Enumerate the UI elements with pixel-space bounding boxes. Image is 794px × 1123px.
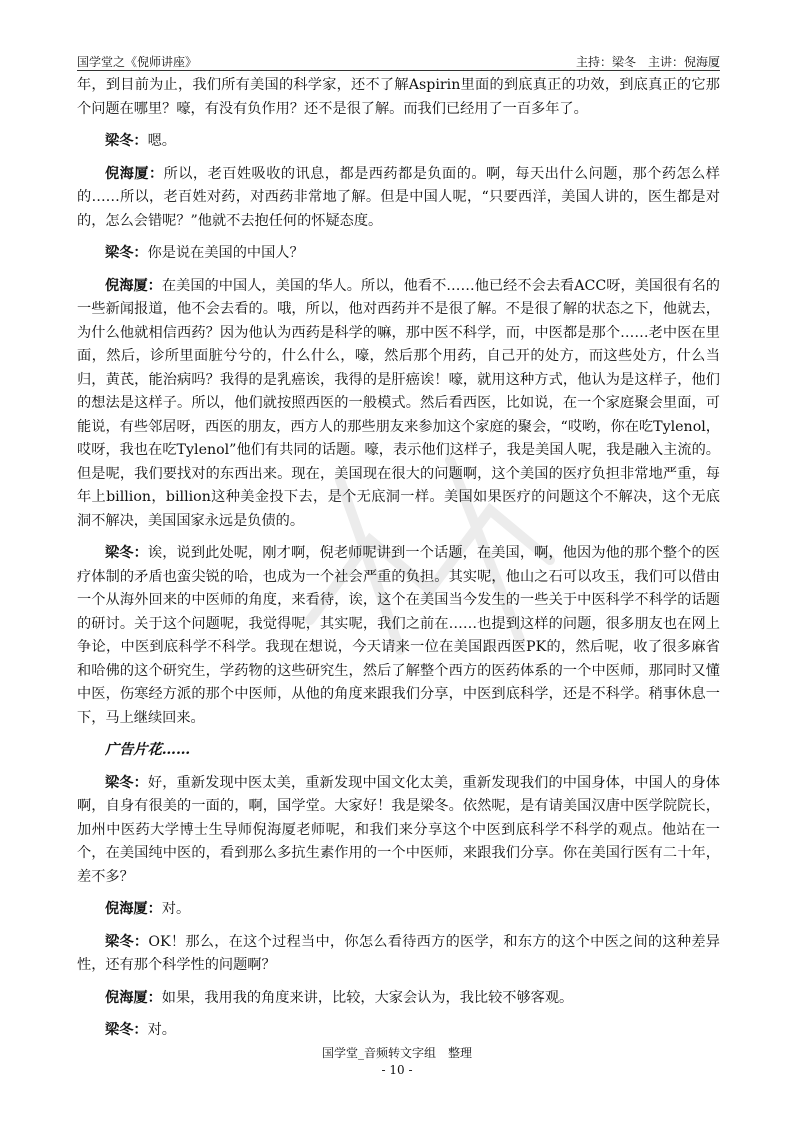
page-footer: [0, 1045, 794, 1079]
transcript-body: [77, 74, 720, 1052]
ad-break-text: 广告片花……: [105, 742, 191, 758]
transcript-paragraph: [77, 275, 720, 534]
paragraph-text: 在美国的中国人，美国的华人。所以，他看不……他已经不会去看ACC呀，美国很有名的一些新闻报道，他不会去看的。哦，所以，他对西药并不是很了解。不是很了解的状态之下，他就去，为什么他就相信西药？因为他认为西药是科学的嘛，那中医不科学，而，中医都是那个……老中医在里面，然后，诊所里面脏兮兮的，什么什么，嚎，然后那个用药，自己开的处方，而这些处方，什么当归，黄芪，能治病吗？我得的是乳癌诶，我得的是肝癌诶！嚎，就用这种方式，他认为是这样子，他们的想法是这样子。所以，他们就按照西医的一般模式。然后看西医，比如说，在一个家庭聚会里面，可能说，有些邻居呀，西医的朋友，西方人的那些朋友来参加这个家庭的聚会，“哎哟，你在吃Tylenol，哎呀，我也在吃Tylenol”他们有共同的话题。嚎，表示他们这样子，我是美国人呢，我是融入主流的。但是呢，我们要找对的东西出来。现在，美国现在很大的问题啊，这个美国的医疗负担非常地严重，每年上billion，billion这种美金投下去，是个无底洞一样。美国如果医疗的问题这个不解决，这个无底洞不解决，美国国家永远是负债的。: [77, 277, 720, 529]
transcript-paragraph: [77, 74, 720, 121]
paragraph-text: 你是说在美国的中国人？: [147, 245, 304, 261]
footer-credit: 国学堂_音频转文字组 整理: [321, 1046, 472, 1060]
header-left-title: 国学堂之《倪师讲座》: [77, 55, 198, 69]
speaker-label: 梁冬：: [105, 774, 148, 791]
speaker-label: 倪海厦：: [105, 165, 164, 182]
speaker-label: 梁冬：: [105, 245, 148, 261]
transcript-paragraph: [77, 130, 720, 154]
page-number: - 10 -: [381, 1063, 413, 1077]
paragraph-text: 诶，说到此处呢，刚才啊，倪老师呢讲到一个话题，在美国，啊，他因为他的那个整个的医疗体制的矛盾也蛮尖锐的哈，也成为一个社会严重的负担。其实呢，他山之石可以攻玉，我们可以借由一个从海外回来的中医师的角度，来看待，诶，这个在美国当今发生的一些关于中医科学不科学的话题的研讨。关于这个问题呢，我觉得呢，其实呢，我们之前在……也提到这样的问题，很多朋友也在网上争论，中医到底科学不科学。我现在想说，今天请来一位在美国跟西医PK的，然后呢，收了很多麻省和哈佛的这个研究生，学药物的这些研究生，然后了解整个西方的医药体系的一个中医师，那同时又懂中医，伤寒经方派的那个中医师，从他的角度来跟我们分享，中医到底科学，还是不科学。稍事休息一下，马上继续回来。: [77, 545, 720, 726]
paragraph-text: 所以，老百姓吸收的讯息，都是西药都是负面的。啊，每天出什么问题，那个药怎么样的……所以，老百姓对药，对西药非常地了解。但是中国人呢，“只要西洋，美国人讲的，医生都是对的，怎么会错呢？”他就不去抱任何的怀疑态度。: [77, 165, 720, 229]
transcript-paragraph: [77, 163, 720, 234]
header-right-credits: 主持：梁冬 主讲：倪海厦: [575, 55, 720, 69]
paragraph-text: OK！那么，在这个过程当中，你怎么看待西方的医学，和东方的这个中医之间的这种差异性，还有那个科学性的问题啊？: [77, 933, 720, 973]
transcript-paragraph: [77, 772, 720, 890]
speaker-label: 倪海厦：: [105, 277, 162, 294]
transcript-paragraph: [77, 931, 720, 978]
paragraph-text: 嗯。: [147, 133, 176, 149]
ad-break-label: [77, 739, 720, 763]
speaker-label: 梁冬：: [105, 933, 149, 950]
speaker-label: 梁冬：: [105, 133, 148, 149]
transcript-paragraph: [77, 542, 720, 730]
paragraph-text: 好，重新发现中医太美，重新发现中国文化太美，重新发现我们的中国身体，中国人的身体啊，自身有很美的一面的，啊，国学堂。大家好！我是梁冬。依然呢，是有请美国汉唐中医学院院长，加州中医药大学博士生导师倪海厦老师呢，和我们来分享这个中医到底科学不科学的观点。他站在一个，在美国纯中医的，看到那么多抗生素作用的一个中医师，来跟我们分享。你在美国行医有二十年，差不多？: [77, 774, 720, 885]
speaker-label: 梁冬：: [105, 545, 148, 561]
transcript-paragraph: [77, 1019, 720, 1043]
paragraph-text: 如果，我用我的角度来讲，比较，大家会认为，我比较不够客观。: [161, 989, 574, 1006]
paragraph-text: 对。: [161, 901, 191, 917]
transcript-paragraph: [77, 898, 720, 922]
transcript-paragraph: [77, 987, 720, 1011]
paragraph-text: 对。: [147, 1022, 176, 1038]
speaker-label: 倪海厦：: [105, 901, 162, 917]
speaker-label: 倪海厦：: [105, 989, 162, 1006]
paragraph-text: 年，到目前为止，我们所有美国的科学家，还不了解Aspirin里面的到底真正的功效，到底真正的它那个问题在哪里？嚎，有没有负作用？还不是很了解。而我们已经用了一百多年了。: [77, 77, 720, 117]
speaker-label: 梁冬：: [105, 1022, 148, 1038]
transcript-paragraph: [77, 242, 720, 266]
page-header: [77, 50, 720, 71]
